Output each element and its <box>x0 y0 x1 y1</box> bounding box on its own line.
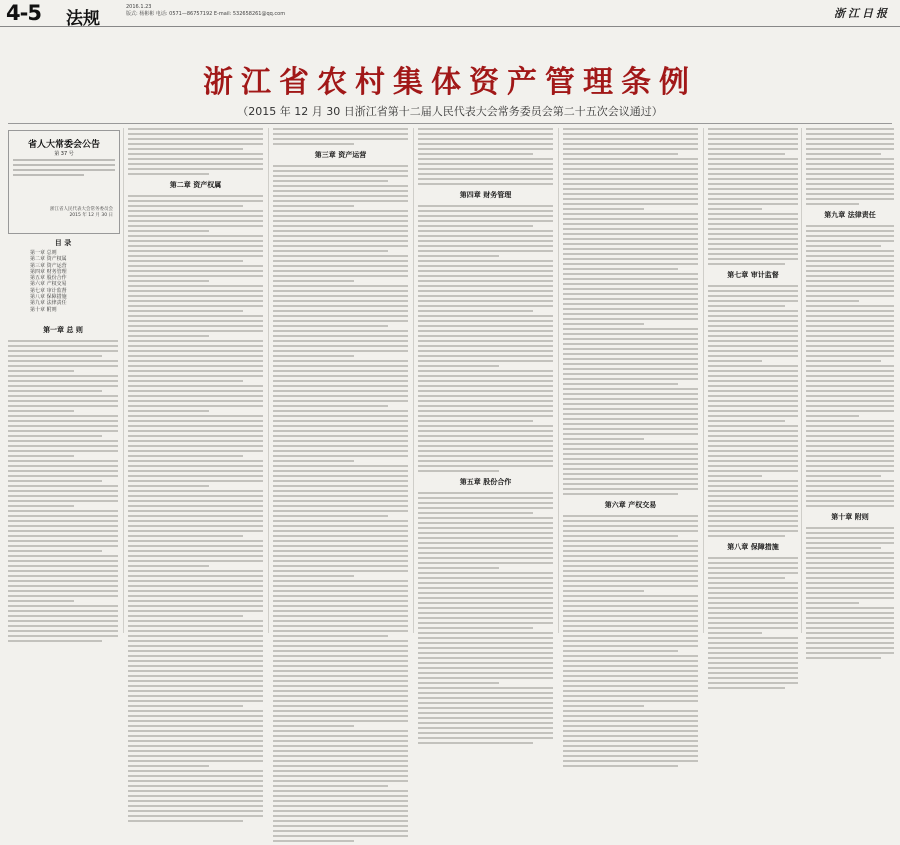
chapter-heading: 第十章 附则 <box>831 513 869 521</box>
article-title: 浙江省农村集体资产管理条例 <box>203 65 697 100</box>
page-header <box>0 0 900 27</box>
toc-item: 第六章 产权交易 <box>30 281 67 288</box>
title-rule <box>8 123 892 124</box>
chapter-heading: 第八章 保障措施 <box>727 543 779 551</box>
toc-item: 第一章 总则 <box>30 250 57 256</box>
article-subtitle: （2015 年 12 月 30 日浙江省第十二届人民代表大会常务委员会第二十五次会议通过） <box>237 105 663 118</box>
toc-item: 第十章 附则 <box>30 306 57 313</box>
chapter-heading: 第五章 股份合作 <box>459 478 512 486</box>
toc-list <box>30 250 110 313</box>
toc-item: 第八章 保障措施 <box>30 294 67 301</box>
toc-item: 第二章 资产权属 <box>30 256 67 263</box>
toc-title: 目 录 <box>54 239 72 247</box>
toc-item: 第九章 法律责任 <box>30 300 67 307</box>
text-column-1 <box>8 320 118 645</box>
chapter-heading: 第二章 资产权属 <box>169 181 222 189</box>
notice-number: 第 37 号 <box>54 151 74 157</box>
notice-date: 2015 年 12 月 30 日 <box>69 213 113 218</box>
text-column-4 <box>418 128 553 747</box>
editor-line: 版式: 杨彬彬 电话: 0571—86757192 E-mail: 532658261@qq.com <box>126 11 286 17</box>
text-column-6 <box>708 128 798 692</box>
section-label: 法规 <box>66 9 100 29</box>
newspaper-masthead: 浙江日报 <box>834 7 890 20</box>
date-line: 2016.1.23 <box>126 4 152 10</box>
toc-item: 第四章 财务管理 <box>30 268 67 275</box>
page-number: 4-5 <box>6 1 41 25</box>
text-column-7 <box>806 128 894 662</box>
text-column-5 <box>563 128 698 770</box>
date-info <box>126 4 285 18</box>
toc-item: 第三章 资产运营 <box>30 262 67 269</box>
text-column-3 <box>273 128 408 845</box>
chapter-heading: 第七章 审计监督 <box>727 271 779 279</box>
notice-issuer: 浙江省人民代表大会常务委员会 <box>50 207 113 212</box>
notice-signature <box>50 207 113 219</box>
chapter-heading: 第九章 法律责任 <box>824 211 876 219</box>
chapter-heading: 第六章 产权交易 <box>604 501 657 509</box>
toc-item: 第七章 审计监督 <box>30 287 67 294</box>
notice-title: 省人大常委会公告 <box>27 140 100 150</box>
chapter-heading: 第三章 资产运营 <box>314 151 367 159</box>
notice-body <box>13 159 115 179</box>
toc-item: 第五章 股份合作 <box>30 275 67 282</box>
chapter-heading: 第四章 财务管理 <box>459 191 512 199</box>
notice-box <box>8 130 120 234</box>
chapter-heading: 第一章 总 则 <box>43 326 83 334</box>
text-column-2 <box>128 128 263 825</box>
